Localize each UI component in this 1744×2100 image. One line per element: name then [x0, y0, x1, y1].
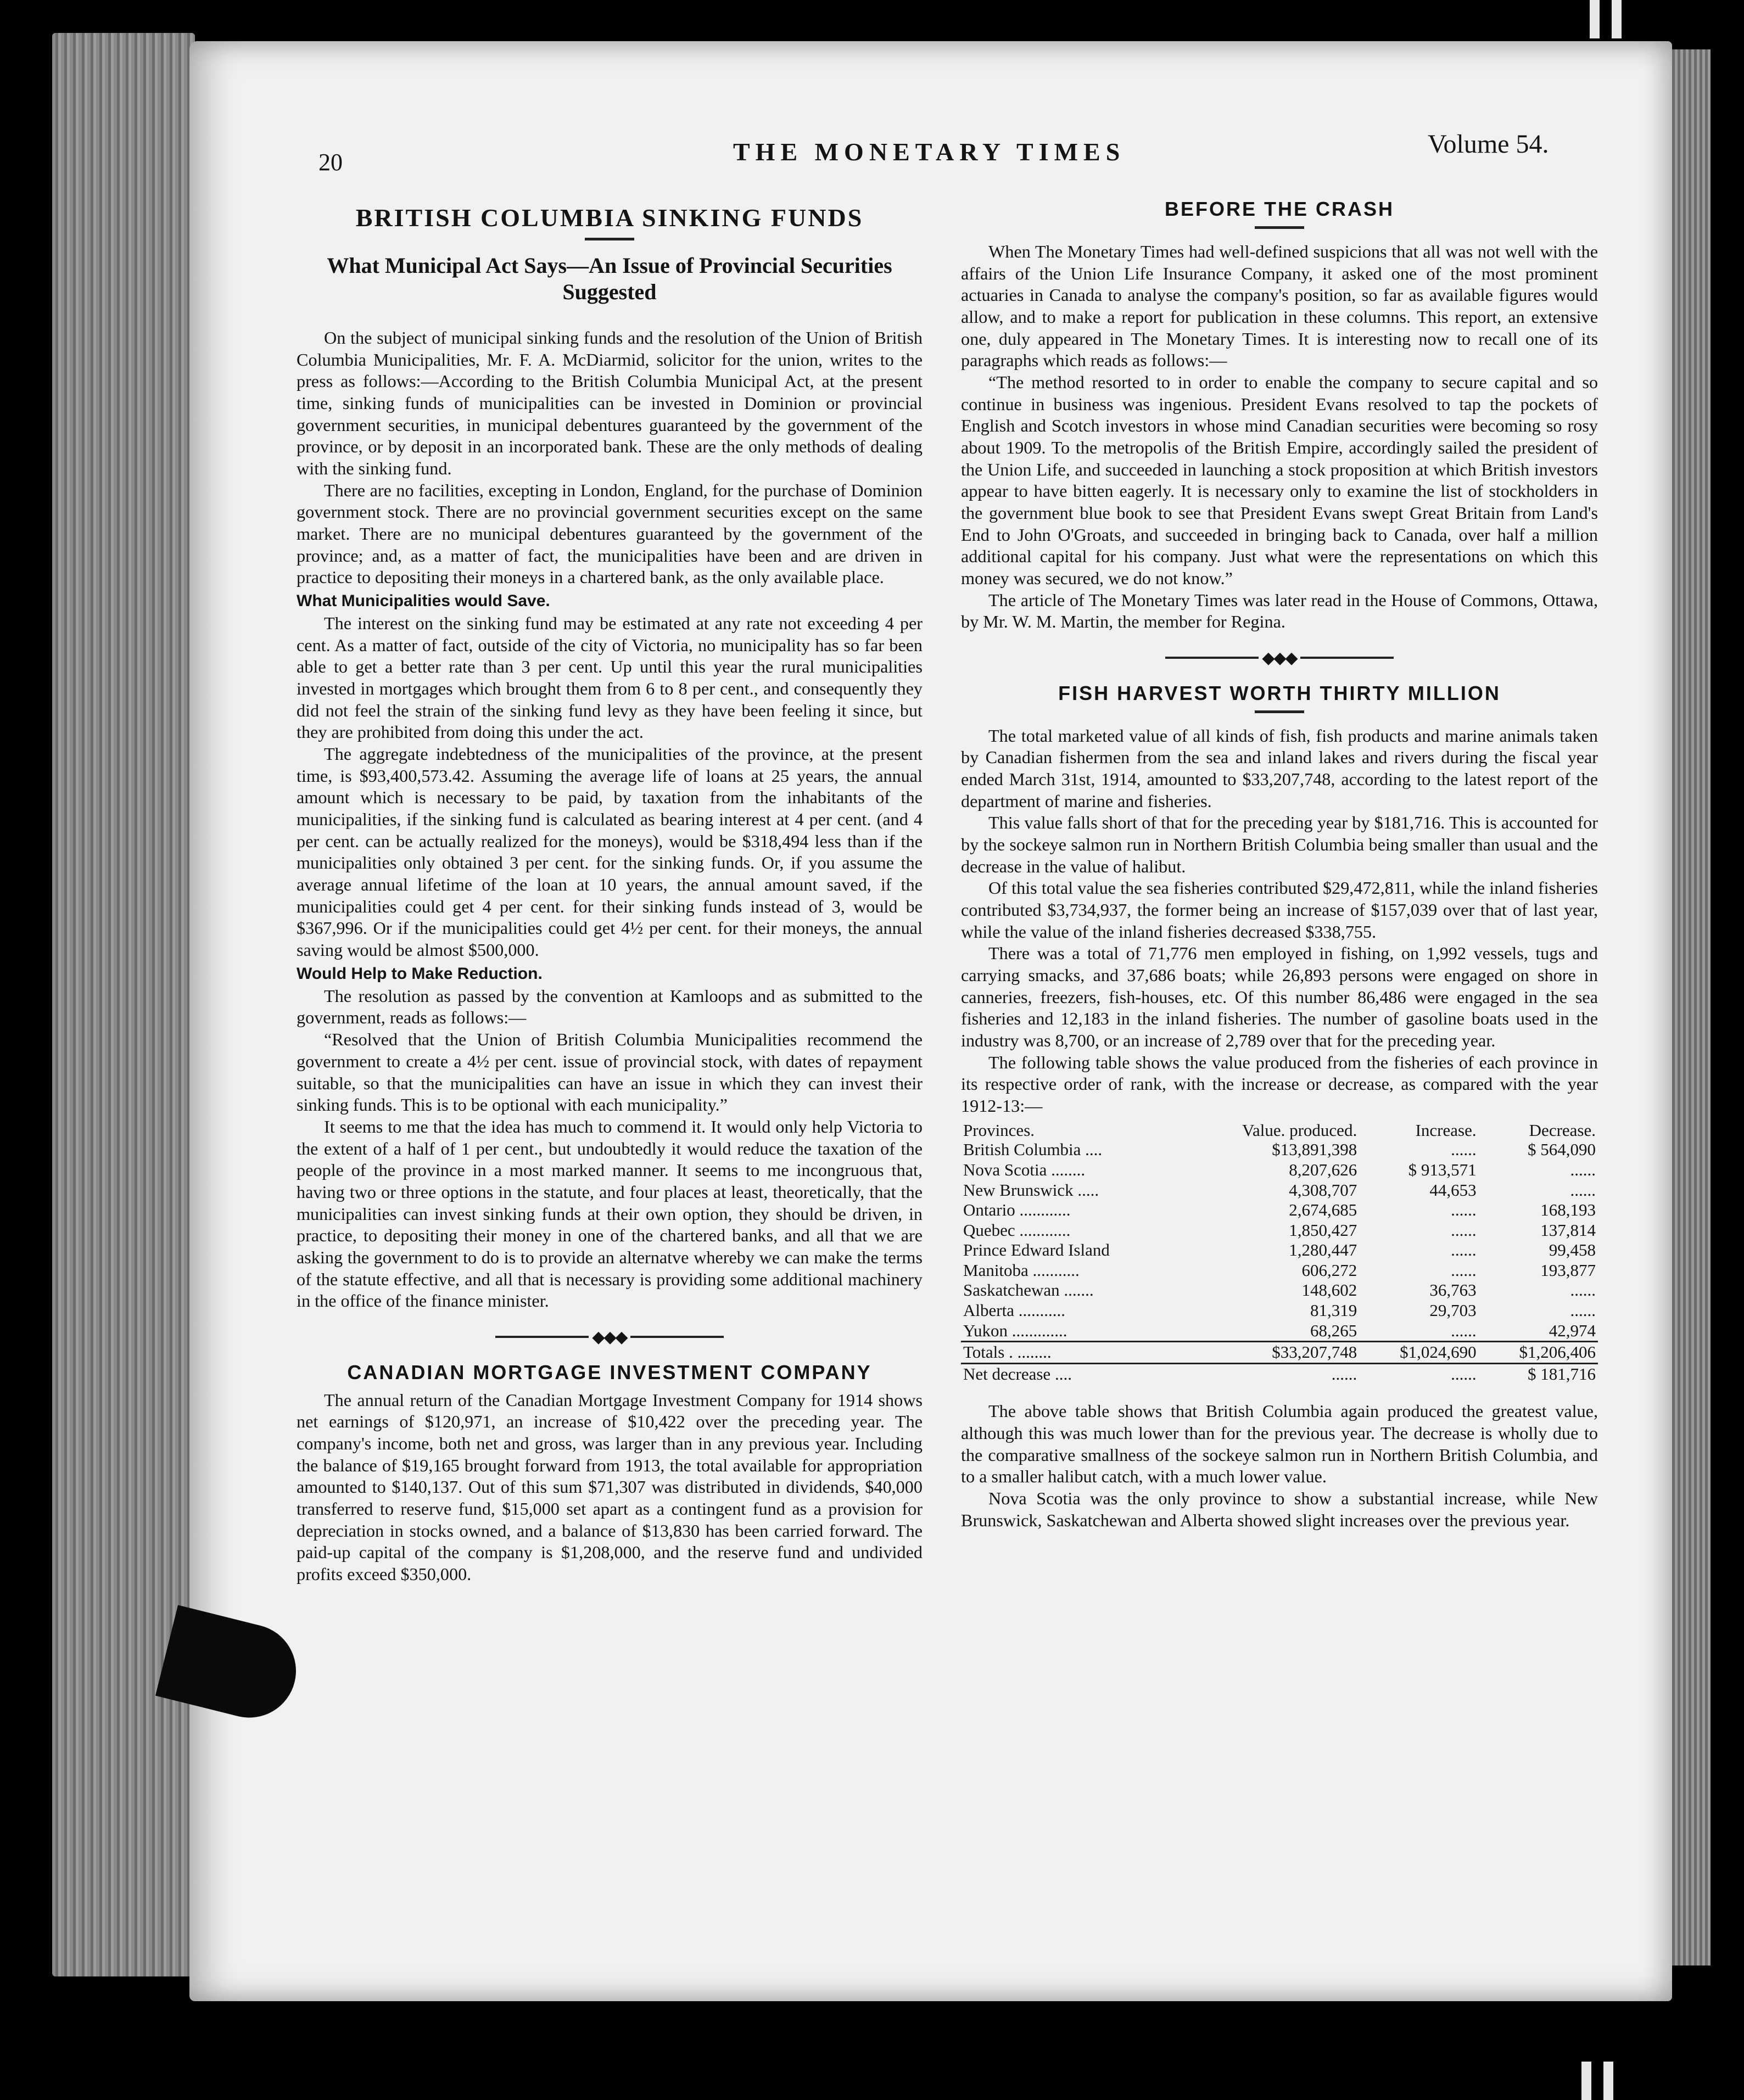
table-cell: Prince Edward Island — [963, 1240, 1110, 1260]
table-row — [961, 1160, 1598, 1180]
paragraph: The interest on the sinking fund may be estimated at any rate not exceeding 4 per cent. As a matter of fact, outside of the city of Victoria, no municipality has so far been able to get a better rate than 3 per cent. Up until this year the rural municipalities invested in mortgages which brought them from 6 to 8 per cent., and consequently they did not feel the strain of the sinking fund levy as they have been feeling it since, but they are prohibited from doing this under the act. — [297, 613, 923, 742]
column-header: Value. produced. — [1242, 1120, 1357, 1140]
paragraph: There was a total of 71,776 men employed in fishing, on 1,992 vessels, tugs and carrying smacks, and 37,686 boats; while 26,893 persons were engaged on shore in canneries, freezers, fish-houses, etc. Of this number 86,486 were engaged in the sea fisheries and 12,183 in the inland fisheries. The number of gasoline boats used in the industry was 8,700, or an increase of 2,789 over that for the preceding year. — [961, 943, 1598, 1051]
table-cell: Totals . ........ — [961, 1342, 1183, 1364]
table-row — [961, 1200, 1598, 1220]
table-cell: ...... — [1451, 1220, 1477, 1240]
table-cell: British Columbia .... — [963, 1140, 1103, 1160]
column-header: Increase. — [1415, 1120, 1477, 1140]
film-mark — [1612, 0, 1622, 38]
paragraph: The following table shows the value produced from the fisheries of each province in its respective order of rank, with the increase or decrease, as compared with the year 1912-13:— — [961, 1052, 1598, 1116]
column-header: Decrease. — [1529, 1120, 1596, 1140]
table-cell: ...... — [1451, 1200, 1477, 1220]
table-cell: 2,674,685 — [1289, 1200, 1357, 1220]
table-cell: 42,974 — [1549, 1320, 1596, 1340]
left-column — [297, 203, 923, 1586]
table-cell: 137,814 — [1540, 1220, 1596, 1240]
title-rule — [1255, 710, 1304, 713]
table-cell: 148,602 — [1301, 1280, 1357, 1300]
title-rule — [1255, 226, 1304, 229]
table-cell: 193,877 — [1540, 1260, 1596, 1280]
table-cell: Alberta ........... — [963, 1301, 1065, 1320]
article-title-fish-harvest: FISH HARVEST WORTH THIRTY MILLION — [1058, 681, 1501, 704]
paragraph: It seems to me that the idea has much to commend it. It would only help Victoria to the extent of a half of 1 per cent., but undoubtedly it would reduce the taxation of the people of the province in a most marked manner. It seems to me incongruous that, having two or three options in the statute, and four places at least, theoretically, that the municipalities can invest sinking funds at their own option, they should be driven, in practice, to depositing their money in one of the chartered banks, and all that we are asking the government to do is to provide an alternatve whereby we can make the terms of the statute effective, and all that is necessary is providing some additional machinery in the office of the finance minister. — [297, 1116, 923, 1311]
paragraph: The aggregate indebtedness of the municipalities of the province, at the present time, is $93,400,573.42. Assuming the average life of loans at 25 years, the annual amount which is necessary to be paid, by taxation from the inhabitants of the municipalities, if the sinking fund is calculated as bearing interest at 4 per cent. (and 4 per cent. can be actually realized for the moneys), would be $318,494 less than if the municipalities only obtained 3 per cent. for the sinking funds. Or, if you assume the average annual lifetime of the loan at 10 years, the annual amount saved, if the municipalities could get 4 per cent. for their sinking funds instead of 3, would be $367,996. Or if the municipalities could get 4½ per cent. for their moneys, the annual saving would be almost $500,000. — [297, 744, 923, 960]
table-cell: 29,703 — [1429, 1301, 1477, 1320]
film-mark — [1590, 0, 1600, 38]
table-cell: 1,280,447 — [1289, 1240, 1357, 1260]
journal-title: THE MONETARY TIMES — [733, 138, 1126, 166]
table-cell: ...... — [1570, 1160, 1596, 1180]
next-page-edge — [1672, 49, 1711, 1965]
table-cell: $ 564,090 — [1528, 1140, 1596, 1160]
table-cell: $33,207,748 — [1183, 1342, 1359, 1364]
table-row — [961, 1240, 1598, 1261]
right-column — [961, 198, 1598, 1531]
paragraph: The resolution as passed by the convention at Kamloops and as submitted to the government, reads as follows:— — [297, 985, 923, 1028]
table-cell: Yukon ............. — [963, 1320, 1067, 1340]
sidehead-municipalities-save: What Municipalities would Save. — [297, 592, 550, 611]
table-cell: New Brunswick ..... — [963, 1180, 1099, 1200]
table-cell: ...... — [1570, 1301, 1596, 1320]
table-row — [961, 1280, 1598, 1301]
table-cell: 99,458 — [1549, 1240, 1596, 1260]
table-cell: Net decrease .... — [961, 1363, 1183, 1384]
table-row — [961, 1342, 1598, 1364]
table-cell: ...... — [1451, 1140, 1477, 1160]
page-number: 20 — [318, 149, 343, 176]
table-cell: ...... — [1183, 1363, 1359, 1384]
table-cell: $1,024,690 — [1359, 1342, 1478, 1364]
table-cell: 168,193 — [1540, 1200, 1596, 1220]
paragraph: Nova Scotia was the only province to show a substantial increase, while New Brunswick, Saskatchewan and Alberta showed slight increases over the previous year. — [961, 1488, 1598, 1530]
table-row — [961, 1140, 1598, 1160]
table-row — [961, 1321, 1598, 1342]
table-cell: ...... — [1451, 1240, 1477, 1260]
table-cell: Manitoba ........... — [963, 1260, 1080, 1280]
paragraph: The article of The Monetary Times was later read in the House of Commons, Ottawa, by Mr. W. M. Martin, the member for Regina. — [961, 590, 1598, 632]
film-mark — [1603, 2062, 1613, 2100]
table-cell: 81,319 — [1310, 1301, 1357, 1320]
paragraph: The above table shows that British Columbia again produced the greatest value, although this was much lower than for the previous year. The decrease is wholly due to the comparative smallness of the sockeye salmon run in Northern British Columbia, and to a smaller halibut catch, with a much lower value. — [961, 1401, 1598, 1487]
table-cell: 8,207,626 — [1289, 1160, 1357, 1180]
table-cell: Saskatchewan ....... — [963, 1280, 1094, 1300]
paragraph: On the subject of municipal sinking funds and the resolution of the Union of British Columbia Municipalities, Mr. F. A. McDiarmid, solicitor for the union, writes to the press as follows:—According to the British Columbia Municipal Act, at the present time, sinking funds of municipalities can be invested in Dominion or provincial government securities, in municipal debentures guaranteed by the government of the province, or by deposit in an incorporated bank. These are the only methods of dealing with the sinking fund. — [297, 328, 923, 479]
table-row — [961, 1180, 1598, 1201]
column-header: Provinces. — [963, 1120, 1035, 1140]
paragraph: The total marketed value of all kinds of fish, fish products and marine animals taken by Canadian fishermen from the sea and inland lakes and rivers during the fiscal year ended March 31st, 1914, amounted to $33,207,748, according to the latest report of the department of marine and fisheries. — [961, 725, 1598, 811]
table-row — [961, 1261, 1598, 1281]
table-cell: ...... — [1570, 1280, 1596, 1300]
article-subtitle: What Municipal Act Says—An Issue of Provincial Securities Suggested — [327, 253, 892, 304]
section-ornament: ◆◆◆ — [297, 1326, 923, 1347]
article-title-mortgage-company: CANADIAN MORTGAGE INVESTMENT COMPANY — [347, 1360, 872, 1384]
film-mark — [1581, 2062, 1591, 2100]
table-cell: Ontario ............ — [963, 1200, 1071, 1220]
table-cell: ...... — [1570, 1180, 1596, 1200]
fisheries-table — [961, 1121, 1598, 1385]
paragraph: This value falls short of that for the preceding year by $181,716. This is accounted for by the sockeye salmon run in Northern British Columbia being smaller than usual and the decrease in the value of halibut. — [961, 813, 1598, 876]
paragraph: Of this total value the sea fisheries contributed $29,472,811, while the inland fisheries contributed $3,734,937, the former being an increase of $157,039 over that of last year, while the value of the inland fisheries decreased $338,755. — [961, 878, 1598, 942]
section-ornament: ◆◆◆ — [961, 647, 1598, 668]
table-cell: $ 181,716 — [1479, 1363, 1598, 1384]
paragraph: The annual return of the Canadian Mortgage Investment Company for 1914 shows net earnings of $120,971, an increase of $10,422 over the preceding year. The company's income, both net and gross, was larger than in any previous year. Including the balance of $19,165 brought forward from 1913, the total available for appropriation amounted to $140,137. Out of this sum $71,307 was distributed in dividends, $40,000 transferred to reserve fund, $15,000 set apart as a contingent fund as a provision for depreciation in stocks owned, and a balance of $13,830 has been carried forward. The paid-up capital of the company is $1,208,000, and the reserve fund and undivided profits exceed $350,000. — [297, 1390, 923, 1584]
volume-label: Volume 54. — [1428, 130, 1549, 159]
table-cell: 1,850,427 — [1289, 1220, 1357, 1240]
table-cell: $ 913,571 — [1408, 1160, 1477, 1180]
table-cell: Quebec ............ — [963, 1220, 1071, 1240]
table-cell: ...... — [1451, 1320, 1477, 1340]
table-cell: 68,265 — [1310, 1320, 1357, 1340]
table-row — [961, 1363, 1598, 1384]
table-cell: 606,272 — [1301, 1260, 1357, 1280]
table-cell: 4,308,707 — [1289, 1180, 1357, 1200]
paragraph: “The method resorted to in order to enable the company to secure capital and so continue in business was ingenious. President Evans resolved to tap the pockets of English and Scotch investors in whose mind Canadian securities were becoming so rosy about 1909. To the metropolis of the British Empire, accordingly sailed the president of the Union Life, and succeeded in launching a stock proposition at which British investors appear to have bitten eagerly. It is necessary only to examine the list of stockholders in the government blue book to see that President Evans swept Great Britain from Land's End to John O'Groats, and succeeded in bringing back to Canada, over half a million additional capital for his company. Just what were the representations on which this money was secured, we do not know.” — [961, 372, 1598, 589]
table-cell: $13,891,398 — [1272, 1140, 1357, 1160]
table-cell: 44,653 — [1429, 1180, 1477, 1200]
paragraph: “Resolved that the Union of British Columbia Municipalities recommend the government to create a 4½ per cent. issue of provincial stock, with dates of repayment suitable, so that the municipalities can have an issue in which they can invest their sinking funds. This is to be optional with each municipality.” — [297, 1029, 923, 1115]
paragraph: When The Monetary Times had well-defined suspicions that all was not well with the affairs of the Union Life Insurance Company, it asked one of the most prominent actuaries in Canada to analyse the company's position, so far as available figures would allow, and to make a report for publication in these columns. This report, an extensive one, duly appeared in The Monetary Times. It is interesting now to recall one of its paragraphs which reads as follows:— — [961, 242, 1598, 371]
table-cell: ...... — [1359, 1363, 1478, 1384]
title-rule — [585, 238, 634, 240]
paragraph: There are no facilities, excepting in London, England, for the purchase of Dominion government stock. There are no provincial government securities except on the same market. There are no municipal debentures guaranteed by the government of the province; and, as a matter of fact, the municipalities have been and are driven in practice to depositing their moneys in a chartered bank, as the only available place. — [297, 480, 923, 587]
table-row — [961, 1301, 1598, 1321]
article-title-before-crash: BEFORE THE CRASH — [1164, 198, 1395, 220]
table-cell: ...... — [1451, 1260, 1477, 1280]
table-cell: $1,206,406 — [1479, 1342, 1598, 1364]
table-cell: Nova Scotia ........ — [963, 1160, 1086, 1180]
sidehead-help-reduction: Would Help to Make Reduction. — [297, 964, 543, 983]
table-row — [961, 1220, 1598, 1241]
article-title-sinking-funds: BRITISH COLUMBIA SINKING FUNDS — [355, 204, 864, 232]
table-cell: 36,763 — [1429, 1280, 1477, 1300]
